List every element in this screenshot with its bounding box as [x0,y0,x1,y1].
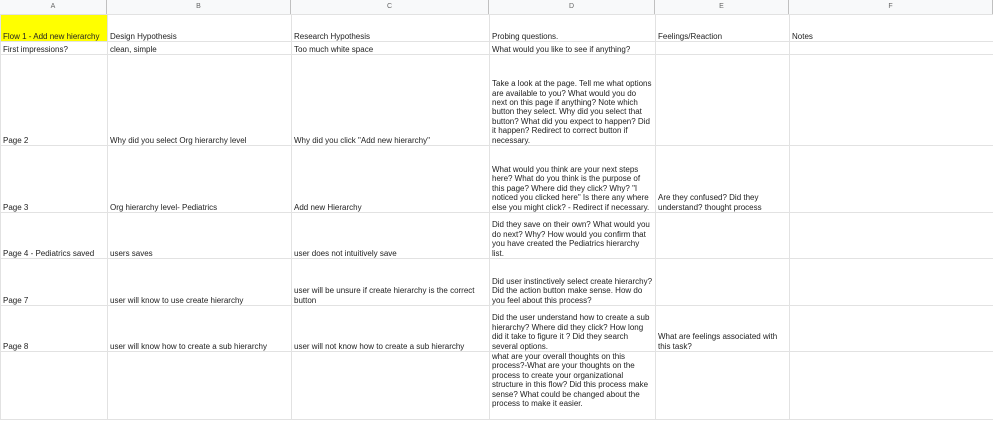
cell[interactable] [656,213,790,259]
cell[interactable]: user will not know how to create a sub hierarchy [292,306,490,352]
cell[interactable] [790,42,993,55]
cell[interactable]: Too much white space [292,42,490,55]
cell[interactable]: clean, simple [108,42,292,55]
cell[interactable]: Take a look at the page. Tell me what options are available to you? What would you do next on this page if anything? Note which button they select. Why did you select that button? What did you expect to happen? Did it happen? Redirect to correct button if necessary. [490,55,656,146]
cell[interactable] [790,352,993,420]
column-header-b[interactable]: B [107,0,291,14]
column-header-c[interactable]: C [291,0,489,14]
cell[interactable] [108,352,292,420]
cell[interactable]: user will know how to create a sub hierarchy [108,306,292,352]
column-header-bar [0,0,993,15]
cell[interactable]: Did user instinctively select create hierarchy? Did the action button make sense. How do you feel about this process? [490,259,656,306]
table-row [1,259,993,306]
table-row [1,306,993,352]
cell[interactable]: What would you like to see if anything? [490,42,656,55]
cell[interactable] [292,352,490,420]
cell[interactable] [656,352,790,420]
cell[interactable]: user does not intuitively save [292,213,490,259]
column-header-a[interactable]: A [0,0,107,14]
column-header-e[interactable]: E [655,0,789,14]
cell-design-hypothesis-header[interactable]: Design Hypothesis [108,15,292,42]
cell-research-hypothesis-header[interactable]: Research Hypothesis [292,15,490,42]
cell[interactable] [790,306,993,352]
spreadsheet-grid [0,14,993,420]
cell[interactable] [790,213,993,259]
table-row [1,55,993,146]
cell[interactable]: user will be unsure if create hierarchy is the correct button [292,259,490,306]
cell[interactable] [790,55,993,146]
cell[interactable]: what are your overall thoughts on this process?-What are your thoughts on the process to create your organizational structure in this flow? Did this process make sense? What could be changed about the process to make it easier. [490,352,656,420]
cell[interactable]: Did they save on their own? What would you do next? Why? How would you confirm that you have created the Pediatrics hierarchy list. [490,213,656,259]
cell[interactable] [790,146,993,213]
cell[interactable]: Page 7 [1,259,108,306]
cell[interactable]: Page 4 - Pediatrics saved [1,213,108,259]
cell[interactable] [656,42,790,55]
cell[interactable] [656,55,790,146]
cell[interactable] [1,352,108,420]
cell[interactable]: user will know to use create hierarchy [108,259,292,306]
table-row [1,213,993,259]
table-row [1,15,993,42]
cell-probing-questions-header[interactable]: Probing questions. [490,15,656,42]
cell[interactable]: Are they confused? Did they understand? thought process [656,146,790,213]
cell[interactable]: users saves [108,213,292,259]
cell[interactable]: Org hierarchy level- Pediatrics [108,146,292,213]
cell[interactable]: Add new Hierarchy [292,146,490,213]
table-row [1,42,993,55]
cell[interactable] [790,259,993,306]
table-row [1,146,993,213]
cell[interactable] [656,259,790,306]
cell-feelings-header[interactable]: Feelings/Reaction [656,15,790,42]
cell[interactable]: Page 3 [1,146,108,213]
cell[interactable]: Why did you click "Add new hierarchy" [292,55,490,146]
cell-flow-title[interactable]: Flow 1 - Add new hierarchy [1,15,108,42]
cell[interactable]: Did the user understand how to create a sub hierarchy? Where did they click? How long did it take to figure it ? Did they search several options. [490,306,656,352]
cell-notes-header[interactable]: Notes [790,15,993,42]
cell[interactable]: What are feelings associated with this task? [656,306,790,352]
cell[interactable]: Page 8 [1,306,108,352]
cell[interactable]: Page 2 [1,55,108,146]
column-header-d[interactable]: D [489,0,655,14]
cell[interactable]: Why did you select Org hierarchy level [108,55,292,146]
cell[interactable]: What would you think are your next steps here? What do you think is the purpose of this page? Where did they click? Why? "I noticed you clicked here" Is there any where else you might click? - Redirect if necessary. [490,146,656,213]
cell[interactable]: First impressions? [1,42,108,55]
column-header-f[interactable]: F [789,0,993,14]
table-row [1,352,993,420]
